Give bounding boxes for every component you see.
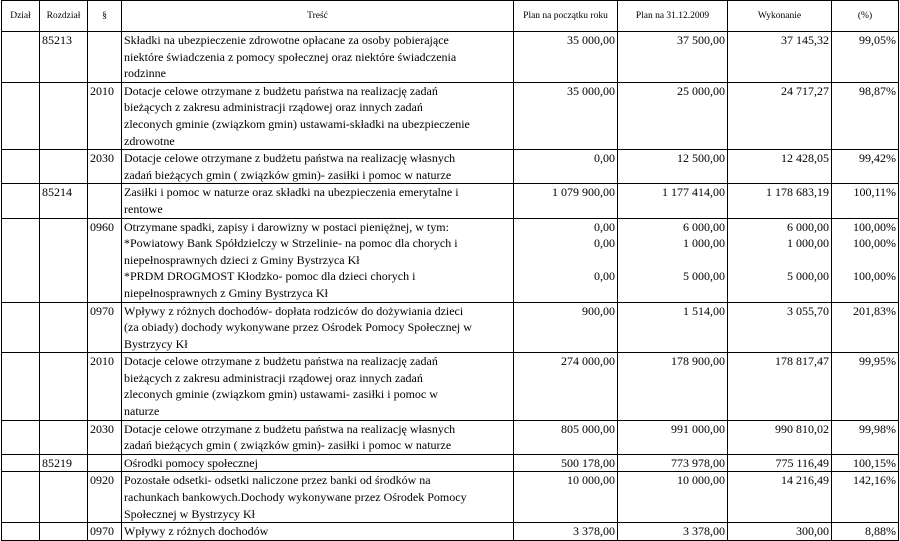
cell-tresc-line: rachunkach bankowych.Dochody wykonywane przez Ośrodek Pomocy — [124, 490, 467, 505]
cell-dzial — [2, 82, 40, 149]
cell-tresc-line: Otrzymane spadki, zapisy i darowizny w postaci pieniężnej, w tym: — [124, 219, 449, 234]
cell-procent-line: 99,98% — [859, 421, 896, 436]
header-procent: (%) — [832, 1, 899, 32]
header-plan-start: Plan na początku roku — [514, 1, 618, 32]
cell-dzial — [2, 302, 40, 353]
cell-paragraf: 0970 — [88, 302, 122, 353]
header-wykonanie: Wykonanie — [728, 1, 832, 32]
cell-plan-start-line: 35 000,00 — [567, 33, 615, 47]
cell-procent-line: 99,95% — [859, 354, 896, 369]
cell-tresc-line: Składki na ubezpieczenie zdrowotne opłacane za osoby pobierające — [124, 33, 449, 47]
cell-tresc — [122, 184, 514, 218]
cell-procent-line: 142,16% — [853, 473, 896, 488]
cell-procent-line: 99,42% — [859, 151, 896, 166]
cell-rozdzial: 85214 — [40, 184, 88, 218]
cell-tresc-line: Wpływy z różnych dochodów- dopłata rodziców do dożywiania dzieci — [124, 303, 464, 318]
cell-plan-end — [618, 82, 728, 149]
cell-tresc — [122, 82, 514, 149]
cell-plan-end — [618, 150, 728, 184]
cell-paragraf: 0960 — [88, 218, 122, 302]
cell-tresc-line: niektóre świadczenia z pomocy społecznej oraz niektóre świadczenia — [124, 49, 457, 64]
cell-paragraf — [88, 184, 122, 218]
cell-tresc-line: niepełnosprawnych z Gminy Bystrzyca Kł — [124, 285, 328, 300]
cell-plan-start — [514, 454, 618, 472]
cell-plan-end-line: 25 000,00 — [677, 83, 725, 98]
cell-wykonanie — [728, 32, 832, 83]
cell-tresc-line: bieżących z zakresu administracji rządowej oraz innych zadań — [124, 370, 423, 385]
cell-wykonanie-line: 1 178 683,19 — [766, 185, 829, 200]
cell-plan-start-line: 1 079 900,00 — [552, 185, 615, 200]
cell-plan-end — [618, 523, 728, 541]
cell-plan-start — [514, 184, 618, 218]
cell-tresc — [122, 420, 514, 454]
cell-wykonanie-line — [730, 285, 829, 302]
cell-wykonanie-line: 178 817,47 — [775, 354, 829, 369]
cell-paragraf: 0970 — [88, 523, 122, 541]
cell-wykonanie — [728, 420, 832, 454]
budget-table — [1, 0, 899, 541]
cell-procent — [832, 82, 899, 149]
header-paragraf: § — [88, 1, 122, 32]
cell-tresc — [122, 218, 514, 302]
cell-procent-line — [834, 252, 896, 269]
cell-tresc-line: *Powiatowy Bank Spółdzielczy w Strzelinie- na pomoc dla chorych i — [124, 236, 458, 251]
cell-tresc-line: zadań bieżących gmin ( związków gmin)- zasiłki i pomoc w naturze — [124, 167, 452, 182]
cell-plan-start-line: 0,00 — [594, 219, 615, 234]
cell-plan-end — [618, 420, 728, 454]
header-row — [2, 1, 899, 32]
cell-plan-end-line: 1 177 414,00 — [662, 185, 725, 200]
table-row — [2, 150, 899, 184]
cell-plan-end — [618, 353, 728, 420]
cell-tresc — [122, 150, 514, 184]
cell-tresc-line: Pozostałe odsetki- odsetki naliczone przez banki od środków na — [124, 473, 431, 488]
cell-dzial — [2, 32, 40, 83]
cell-plan-start — [514, 472, 618, 523]
cell-wykonanie-line: 775 116,49 — [775, 455, 829, 470]
cell-dzial — [2, 353, 40, 420]
cell-tresc — [122, 32, 514, 83]
table-row — [2, 454, 899, 472]
cell-tresc-line: zadań bieżących gmin ( związków gmin)- zasiłki i pomoc w naturze — [124, 438, 452, 453]
cell-plan-end-line: 5 000,00 — [683, 269, 725, 284]
cell-wykonanie-line — [730, 252, 829, 269]
cell-tresc-line: Społecznej w Bystrzycy Kł — [124, 506, 255, 521]
cell-tresc-line: zleconych gminie (związkom gmin) ustawami- zasiłki i pomoc w — [124, 387, 438, 402]
cell-plan-end-line: 37 500,00 — [677, 33, 725, 47]
cell-plan-start — [514, 302, 618, 353]
cell-paragraf: 0920 — [88, 472, 122, 523]
cell-plan-end — [618, 302, 728, 353]
cell-plan-end-line: 3 378,00 — [683, 524, 725, 539]
cell-tresc-line: Dotacje celowe otrzymane z budżetu państwa na realizację zadań — [124, 83, 438, 98]
cell-wykonanie-line: 37 145,32 — [781, 33, 829, 47]
cell-rozdzial — [40, 420, 88, 454]
cell-wykonanie-line: 6 000,00 — [787, 219, 829, 234]
cell-tresc-line: Ośrodki pomocy społecznej — [124, 455, 258, 470]
cell-wykonanie-line: 12 428,05 — [781, 151, 829, 166]
cell-procent — [832, 353, 899, 420]
cell-procent-line: 99,05% — [859, 33, 896, 47]
cell-plan-end-line: 773 978,00 — [671, 455, 725, 470]
cell-plan-end-line: 1 000,00 — [683, 236, 725, 251]
cell-procent-line: 98,87% — [859, 83, 896, 98]
cell-plan-start — [514, 420, 618, 454]
cell-wykonanie-line: 300,00 — [796, 524, 829, 539]
cell-rozdzial — [40, 472, 88, 523]
cell-plan-end-line: 6 000,00 — [683, 219, 725, 234]
cell-plan-end — [618, 184, 728, 218]
cell-paragraf — [88, 454, 122, 472]
cell-tresc-line: Zasiłki i pomoc w naturze oraz składki na ubezpieczenia emerytalne i — [124, 185, 459, 200]
cell-plan-start-line: 900,00 — [582, 303, 615, 318]
cell-wykonanie — [728, 472, 832, 523]
cell-dzial — [2, 218, 40, 302]
cell-tresc-line: Bystrzycy Kł — [124, 336, 188, 351]
cell-procent-line: 100,00% — [853, 219, 896, 234]
cell-plan-end — [618, 32, 728, 83]
cell-procent-line: 100,00% — [853, 236, 896, 251]
cell-tresc-line: *PRDM DROGMOST Kłodzko- pomoc dla dzieci chorych i — [124, 269, 416, 284]
table-row — [2, 472, 899, 523]
cell-procent — [832, 32, 899, 83]
cell-wykonanie — [728, 82, 832, 149]
cell-procent-line: 100,00% — [853, 269, 896, 284]
cell-procent — [832, 420, 899, 454]
cell-wykonanie-line: 24 717,27 — [781, 83, 829, 98]
table-row — [2, 184, 899, 218]
cell-plan-end-line: 178 900,00 — [671, 354, 725, 369]
cell-plan-start-line: 805 000,00 — [561, 421, 615, 436]
cell-plan-end-line — [620, 252, 725, 269]
cell-paragraf: 2030 — [88, 150, 122, 184]
header-tresc: Treść — [122, 1, 514, 32]
cell-rozdzial — [40, 302, 88, 353]
cell-plan-start — [514, 523, 618, 541]
cell-tresc — [122, 302, 514, 353]
cell-plan-start-line: 10 000,00 — [567, 473, 615, 488]
cell-tresc-line: rodzinne — [124, 66, 166, 81]
cell-plan-end — [618, 218, 728, 302]
cell-wykonanie-line: 14 216,49 — [781, 473, 829, 488]
cell-tresc — [122, 454, 514, 472]
cell-plan-start-line: 500 178,00 — [561, 455, 615, 470]
cell-plan-start — [514, 150, 618, 184]
cell-wykonanie — [728, 454, 832, 472]
cell-plan-end-line: 10 000,00 — [677, 473, 725, 488]
cell-paragraf: 2010 — [88, 353, 122, 420]
cell-dzial — [2, 420, 40, 454]
cell-plan-end — [618, 472, 728, 523]
cell-dzial — [2, 454, 40, 472]
cell-procent — [832, 184, 899, 218]
table-row — [2, 82, 899, 149]
table-row — [2, 523, 899, 541]
cell-plan-end-line: 991 000,00 — [671, 421, 725, 436]
cell-procent — [832, 454, 899, 472]
cell-tresc-line: zdrowotne — [124, 133, 175, 148]
cell-wykonanie — [728, 184, 832, 218]
header-rozdzial: Rozdział — [40, 1, 88, 32]
cell-rozdzial — [40, 150, 88, 184]
cell-procent — [832, 472, 899, 523]
table-row — [2, 302, 899, 353]
cell-plan-start — [514, 353, 618, 420]
cell-tresc — [122, 472, 514, 523]
cell-plan-start-line — [516, 252, 615, 269]
cell-plan-end-line: 1 514,00 — [683, 303, 725, 318]
cell-dzial — [2, 523, 40, 541]
cell-plan-end — [618, 454, 728, 472]
cell-dzial — [2, 472, 40, 523]
cell-rozdzial — [40, 523, 88, 541]
cell-plan-end-line: 12 500,00 — [677, 151, 725, 166]
cell-wykonanie — [728, 218, 832, 302]
cell-tresc-line: Dotacje celowe otrzymane z budżetu państwa na realizację własnych — [124, 421, 456, 436]
cell-tresc-line: (za obiady) dochody wykonywane przez Ośrodek Pomocy Społecznej w — [124, 320, 472, 335]
cell-tresc-line: naturze — [124, 404, 160, 419]
cell-plan-end-line — [620, 285, 725, 302]
cell-wykonanie-line: 1 000,00 — [787, 236, 829, 251]
cell-wykonanie — [728, 523, 832, 541]
header-dzial: Dział — [2, 1, 40, 32]
cell-rozdzial: 85219 — [40, 454, 88, 472]
cell-procent — [832, 302, 899, 353]
cell-tresc-line: rentowe — [124, 201, 163, 216]
table-row — [2, 420, 899, 454]
cell-plan-start-line: 0,00 — [594, 269, 615, 284]
cell-rozdzial — [40, 218, 88, 302]
cell-procent-line: 8,88% — [865, 524, 896, 539]
cell-plan-start — [514, 82, 618, 149]
header-plan-end: Plan na 31.12.2009 — [618, 1, 728, 32]
cell-dzial — [2, 150, 40, 184]
cell-plan-start — [514, 32, 618, 83]
cell-plan-start-line: 0,00 — [594, 151, 615, 166]
cell-plan-start — [514, 218, 618, 302]
table-row — [2, 353, 899, 420]
cell-wykonanie — [728, 353, 832, 420]
cell-rozdzial — [40, 82, 88, 149]
cell-tresc — [122, 353, 514, 420]
cell-rozdzial: 85213 — [40, 32, 88, 83]
cell-tresc-line: Dotacje celowe otrzymane z budżetu państwa na realizację zadań — [124, 354, 438, 369]
cell-wykonanie-line: 3 055,70 — [787, 303, 829, 318]
cell-wykonanie — [728, 150, 832, 184]
cell-procent — [832, 523, 899, 541]
table-body — [2, 32, 899, 541]
table-row — [2, 32, 899, 83]
cell-paragraf: 2030 — [88, 420, 122, 454]
cell-procent-line: 201,83% — [853, 303, 896, 318]
cell-paragraf — [88, 32, 122, 83]
cell-tresc-line: Wpływy z różnych dochodów — [124, 524, 269, 539]
cell-plan-start-line: 3 378,00 — [573, 524, 615, 539]
cell-plan-start-line — [516, 285, 615, 302]
cell-paragraf: 2010 — [88, 82, 122, 149]
cell-rozdzial — [40, 353, 88, 420]
cell-procent-line — [834, 285, 896, 302]
cell-tresc-line: niepełnosprawnych dzieci z Gminy Bystrzyca Kł — [124, 252, 360, 267]
cell-tresc-line: bieżących z zakresu administracji rządowej oraz innych zadań — [124, 100, 423, 115]
cell-procent — [832, 150, 899, 184]
cell-procent — [832, 218, 899, 302]
table-row — [2, 218, 899, 302]
cell-plan-start-line: 274 000,00 — [561, 354, 615, 369]
cell-tresc-line: Dotacje celowe otrzymane z budżetu państwa na realizację własnych — [124, 151, 456, 166]
cell-procent-line: 100,11% — [853, 185, 896, 200]
cell-plan-start-line: 35 000,00 — [567, 83, 615, 98]
cell-tresc — [122, 523, 514, 541]
cell-plan-start-line: 0,00 — [594, 236, 615, 251]
cell-tresc-line: zleconych gminie (związkom gmin) ustawami-składki na ubezpieczenie — [124, 116, 470, 131]
cell-wykonanie — [728, 302, 832, 353]
cell-wykonanie-line: 5 000,00 — [787, 269, 829, 284]
cell-procent-line: 100,15% — [853, 455, 896, 470]
cell-dzial — [2, 184, 40, 218]
cell-wykonanie-line: 990 810,02 — [775, 421, 829, 436]
